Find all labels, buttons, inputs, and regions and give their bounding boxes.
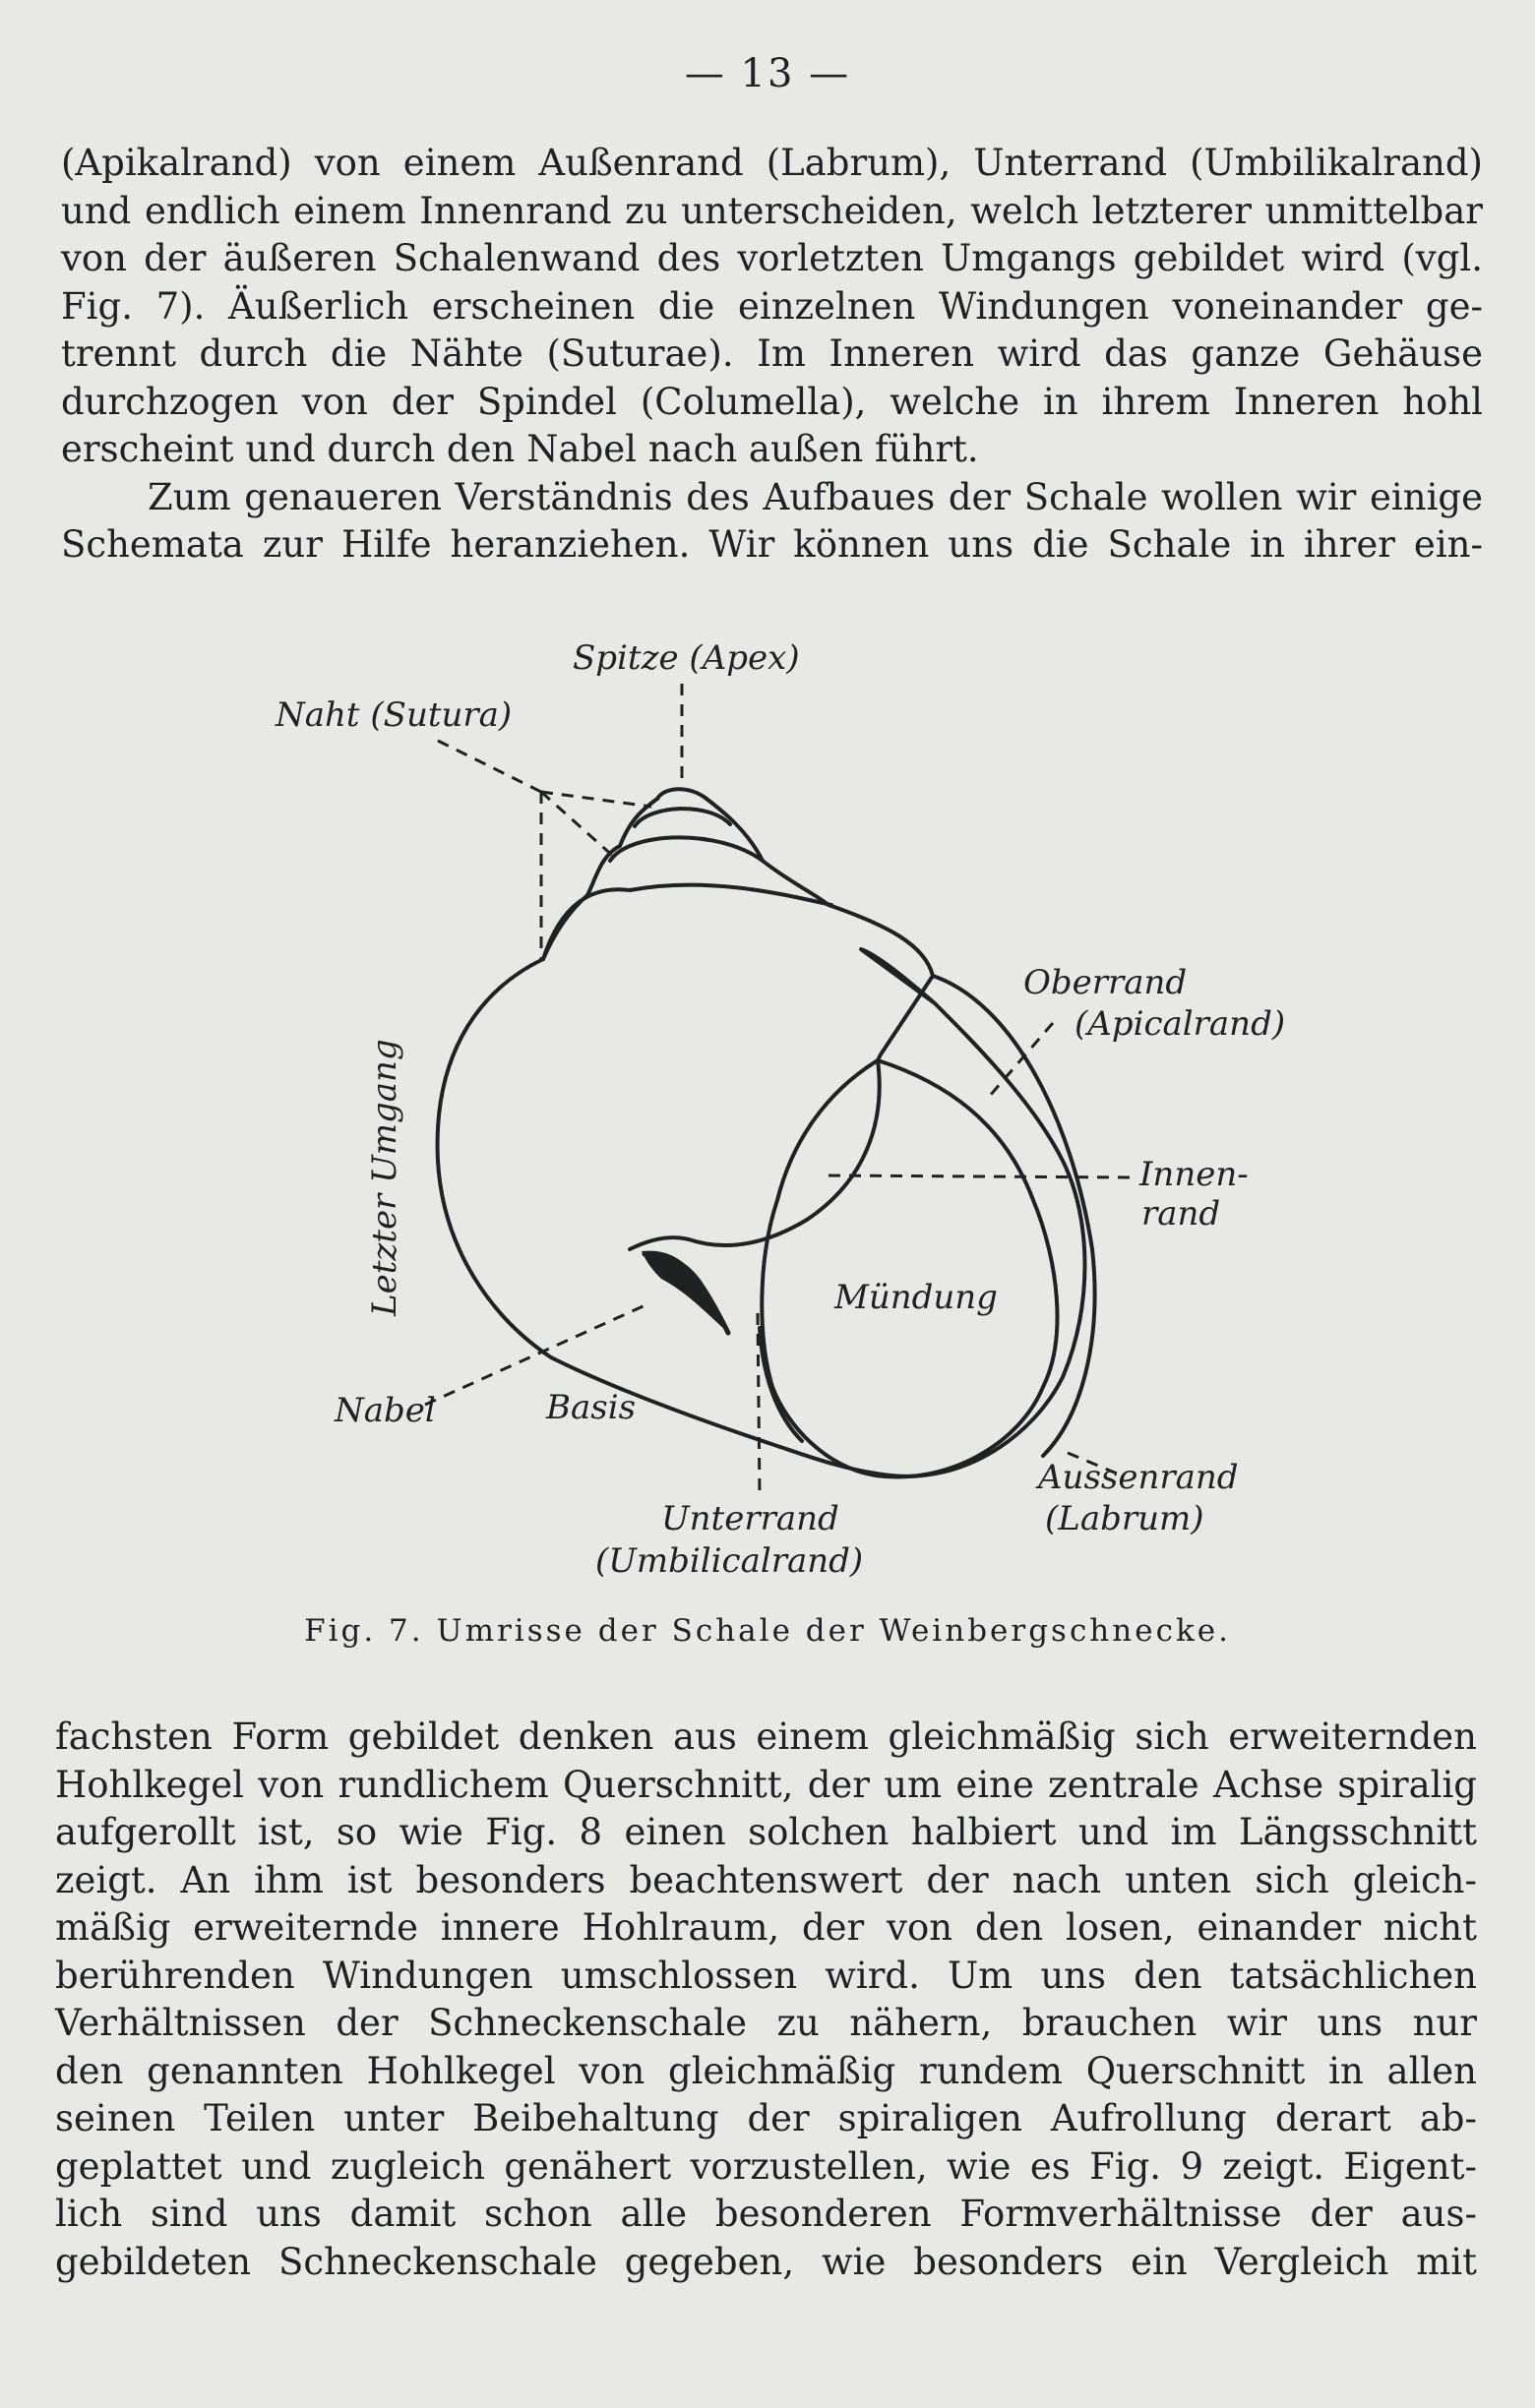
label-nabel: Nabel xyxy=(335,1391,436,1430)
figure-caption: Fig. 7. Umrisse der Schale der Weinbergschnecke. xyxy=(304,1613,1231,1649)
paragraph-bottom xyxy=(55,1714,1477,2286)
text-line: zeigt. An ihm ist besonders beachtenswert der nach unten sich gleich- xyxy=(55,1858,1477,1901)
text-line: trennt durch die Nähte (Suturae). Im Inneren wird das ganze Gehäuse xyxy=(61,332,1483,375)
label-innenrand-1: Innen- xyxy=(1139,1155,1249,1194)
text-line: Schemata zur Hilfe heranziehen. Wir können uns die Schale in ihrer ein- xyxy=(61,523,1483,566)
label-aussenrand: Aussenrand xyxy=(1038,1458,1239,1497)
page-number: — 13 — xyxy=(684,51,851,96)
label-unterrand: Unterrand xyxy=(661,1499,839,1538)
text-line: gebildeten Schneckenschale gegeben, wie besonders ein Vergleich mit xyxy=(55,2240,1477,2283)
shell-outline-drawing xyxy=(0,610,1535,1633)
paragraph-top xyxy=(61,140,1483,570)
text-line: (Apikalrand) von einem Außenrand (Labrum), Unterrand (Umbilikalrand) xyxy=(61,142,1483,184)
text-line: und endlich einem Innenrand zu unterscheiden, welch letzterer unmittelbar xyxy=(61,189,1483,232)
text-line: mäßig erweiternde innere Hohlraum, der von den losen, einander nicht xyxy=(55,1906,1477,1949)
label-letzter-umgang: Letzter Umgang xyxy=(365,1039,404,1316)
label-innenrand-2: rand xyxy=(1141,1194,1221,1234)
label-oberrand: Oberrand xyxy=(1023,963,1188,1002)
text-line: berührenden Windungen umschlossen wird. Um uns den tatsächlichen xyxy=(55,1954,1477,1997)
text-line: Hohlkegel von rundlichem Querschnitt, der um eine zentrale Achse spiralig xyxy=(55,1763,1477,1806)
text-line: durchzogen von der Spindel (Columella), welche in ihrem Inneren hohl xyxy=(61,380,1483,423)
text-line: aufgerollt ist, so wie Fig. 8 einen solchen halbiert und im Längsschnitt xyxy=(55,1811,1477,1853)
label-muendung: Mündung xyxy=(834,1278,998,1317)
text-line: seinen Teilen unter Beibehaltung der spiraligen Aufrollung derart ab- xyxy=(55,2097,1477,2139)
label-apicalrand: (Apicalrand) xyxy=(1074,1004,1286,1044)
text-line: Zum genaueren Verständnis des Aufbaues der Schale wollen wir einige xyxy=(148,475,1483,518)
text-line: Verhältnissen der Schneckenschale zu nähern, brauchen wir uns nur xyxy=(55,2002,1477,2044)
text-line: fachsten Form gebildet denken aus einem gleichmäßig sich erweiternden xyxy=(55,1716,1477,1758)
figure-7-shell-diagram xyxy=(0,610,1535,1633)
label-labrum: (Labrum) xyxy=(1045,1499,1204,1538)
text-line: Fig. 7). Äußerlich erscheinen die einzelnen Windungen voneinander ge- xyxy=(61,284,1483,328)
label-umbilicalrand: (Umbilicalrand) xyxy=(595,1541,864,1581)
text-line: lich sind uns damit schon alle besonderen Formverhältnisse der aus- xyxy=(55,2193,1477,2235)
text-line: erscheint und durch den Nabel nach außen führt. xyxy=(61,428,979,470)
label-naht: Naht (Sutura) xyxy=(276,695,513,735)
text-line: geplattet und zugleich genähert vorzustellen, wie es Fig. 9 zeigt. Eigent- xyxy=(55,2144,1477,2188)
text-line: von der äußeren Schalenwand des vorletzten Umgangs gebildet wird (vgl. xyxy=(61,237,1483,279)
label-spitze: Spitze (Apex) xyxy=(573,638,800,678)
label-basis: Basis xyxy=(546,1388,637,1427)
text-line: den genannten Hohlkegel von gleichmäßig rundem Querschnitt in allen xyxy=(55,2049,1477,2092)
